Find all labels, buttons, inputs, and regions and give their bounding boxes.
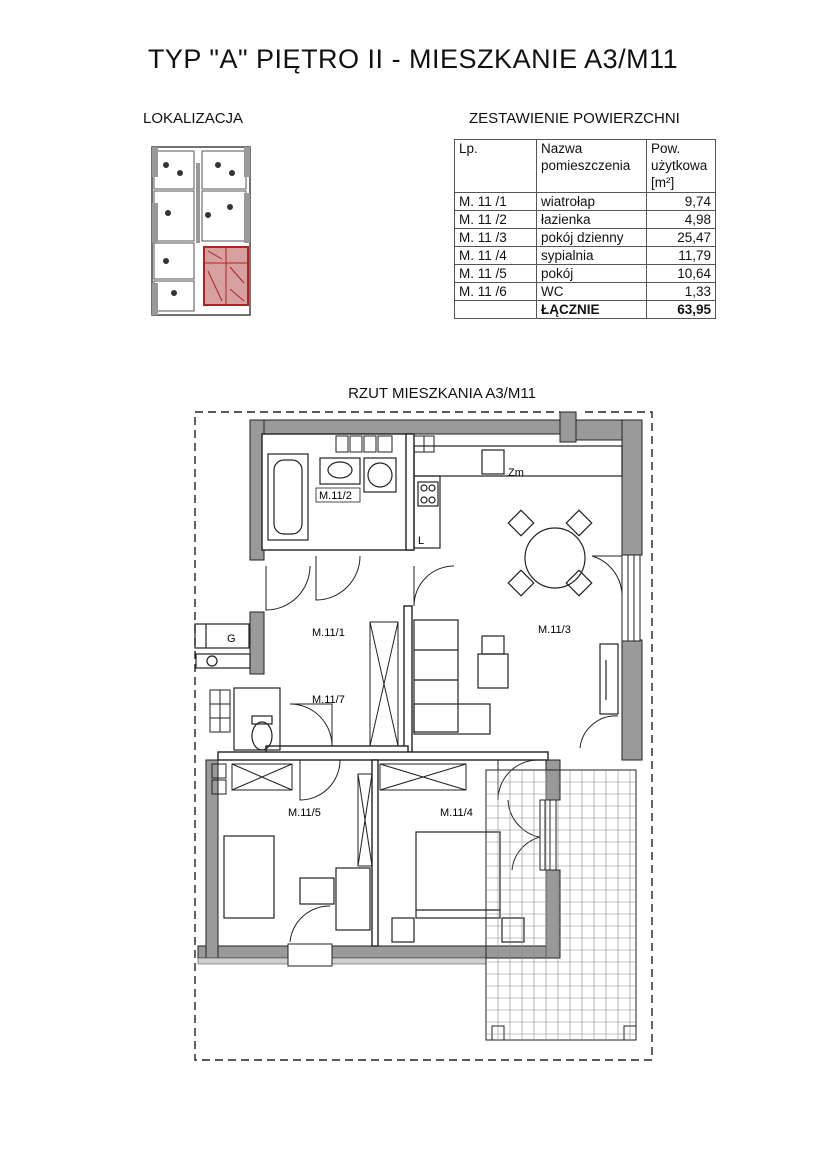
total-area: 63,95	[647, 301, 716, 319]
total-label: ŁĄCZNIE	[537, 301, 647, 319]
stair-label-box	[195, 624, 250, 668]
wc-fixtures	[234, 688, 280, 750]
table-row	[455, 265, 716, 283]
table-row	[455, 211, 716, 229]
row-lp: M. 11 /3	[455, 229, 537, 247]
row-area: 9,74	[647, 193, 716, 211]
location-label: LOKALIZACJA	[143, 110, 244, 127]
row-lp: M. 11 /6	[455, 283, 537, 301]
zm-label: Zm	[508, 467, 524, 479]
coffee-table	[478, 636, 508, 688]
header-room-name: Nazwa pomieszczenia	[537, 140, 647, 193]
row-name: pokój dzienny	[537, 229, 647, 247]
location-key-plan	[148, 143, 254, 319]
sofa	[414, 620, 490, 734]
row-area: 11,79	[647, 247, 716, 265]
terrace	[486, 770, 636, 1040]
wardrobes	[232, 622, 466, 866]
row-lp: M. 11 /4	[455, 247, 537, 265]
row-lp: M. 11 /5	[455, 265, 537, 283]
room-label-m11-7: M.11/7	[312, 694, 345, 706]
room-label-m11-3: M.11/3	[538, 624, 571, 636]
floor-plan	[190, 405, 660, 1065]
total-lp	[455, 301, 537, 319]
table-row	[455, 229, 716, 247]
room-label-m11-4: M.11/4	[440, 807, 473, 819]
tv-unit	[600, 644, 618, 714]
row-lp: M. 11 /2	[455, 211, 537, 229]
g-label: G	[227, 633, 236, 645]
table-total-row	[455, 301, 716, 319]
row-area: 10,64	[647, 265, 716, 283]
table-header-row	[455, 140, 716, 193]
table-row	[455, 247, 716, 265]
header-area: Pow. użytkowa [m²]	[647, 140, 716, 193]
row-area: 25,47	[647, 229, 716, 247]
table-row	[455, 283, 716, 301]
l-label: L	[418, 535, 425, 547]
terrace-grid	[486, 770, 636, 1040]
header-lp: Lp.	[455, 140, 537, 193]
row-name: łazienka	[537, 211, 647, 229]
area-summary-label: ZESTAWIENIE POWIERZCHNI	[469, 110, 680, 127]
row-area: 1,33	[647, 283, 716, 301]
row-name: pokój	[537, 265, 647, 283]
room-label-m11-2: M.11/2	[319, 490, 352, 502]
room-label-m11-5: M.11/5	[288, 807, 321, 819]
table-row	[455, 193, 716, 211]
plan-label: RZUT MIESZKANIA A3/M11	[348, 385, 536, 402]
row-lp: M. 11 /1	[455, 193, 537, 211]
row-name: wiatrołap	[537, 193, 647, 211]
row-name: WC	[537, 283, 647, 301]
dining-set	[508, 510, 591, 595]
row-name: sypialnia	[537, 247, 647, 265]
room-label-m11-1: M.11/1	[312, 627, 345, 639]
page-title: TYP "A" PIĘTRO II - MIESZKANIE A3/M11	[147, 44, 679, 74]
row-area: 4,98	[647, 211, 716, 229]
area-summary-table	[454, 139, 716, 319]
